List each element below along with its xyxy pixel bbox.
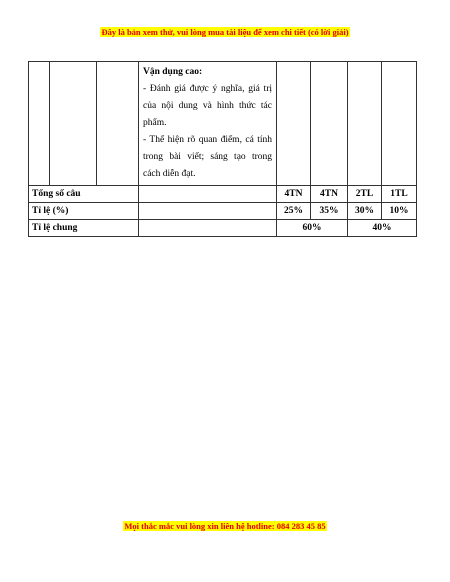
empty-cell bbox=[277, 62, 311, 186]
ratio-row bbox=[29, 203, 417, 220]
empty-cell bbox=[139, 220, 277, 237]
preview-notice-text: Đây là bản xem thử, vui lòng mua tài liệu để xem chi tiết (có lời giải) bbox=[101, 27, 349, 37]
row-label: Tỉ lệ chung bbox=[29, 220, 139, 237]
value-cell: 40% bbox=[348, 220, 417, 237]
value-cell: 30% bbox=[348, 203, 382, 220]
empty-cell bbox=[50, 62, 97, 186]
value-cell: 10% bbox=[382, 203, 417, 220]
empty-cell bbox=[29, 62, 50, 186]
hotline-text: Mọi thắc mắc vui lòng xin liên hệ hotline: 084 283 45 85 bbox=[124, 521, 326, 531]
value-cell: 35% bbox=[311, 203, 348, 220]
empty-cell bbox=[348, 62, 382, 186]
empty-cell bbox=[382, 62, 417, 186]
value-cell: 60% bbox=[277, 220, 348, 237]
empty-cell bbox=[139, 186, 277, 203]
row-label: Tổng số câu bbox=[29, 186, 139, 203]
hotline-banner bbox=[0, 521, 450, 531]
requirement-line: - Thể hiện rõ quan điểm, cá tính trong bài viết; sáng tạo trong cách diễn đạt. bbox=[143, 135, 272, 179]
requirement-cell bbox=[139, 62, 277, 186]
preview-notice-banner bbox=[0, 27, 450, 37]
value-cell: 4TN bbox=[277, 186, 311, 203]
table-row bbox=[29, 62, 417, 186]
empty-cell bbox=[311, 62, 348, 186]
requirement-line: - Đánh giá được ý nghĩa, giá trị của nội dung và hình thức tác phẩm. bbox=[143, 84, 272, 128]
assessment-matrix-table bbox=[28, 61, 417, 237]
empty-cell bbox=[97, 62, 139, 186]
value-cell: 25% bbox=[277, 203, 311, 220]
requirement-title: Vận dụng cao: bbox=[143, 67, 203, 77]
overall-ratio-row bbox=[29, 220, 417, 237]
value-cell: 4TN bbox=[311, 186, 348, 203]
empty-cell bbox=[139, 203, 277, 220]
value-cell: 2TL bbox=[348, 186, 382, 203]
row-label: Tỉ lệ (%) bbox=[29, 203, 139, 220]
total-questions-row bbox=[29, 186, 417, 203]
value-cell: 1TL bbox=[382, 186, 417, 203]
